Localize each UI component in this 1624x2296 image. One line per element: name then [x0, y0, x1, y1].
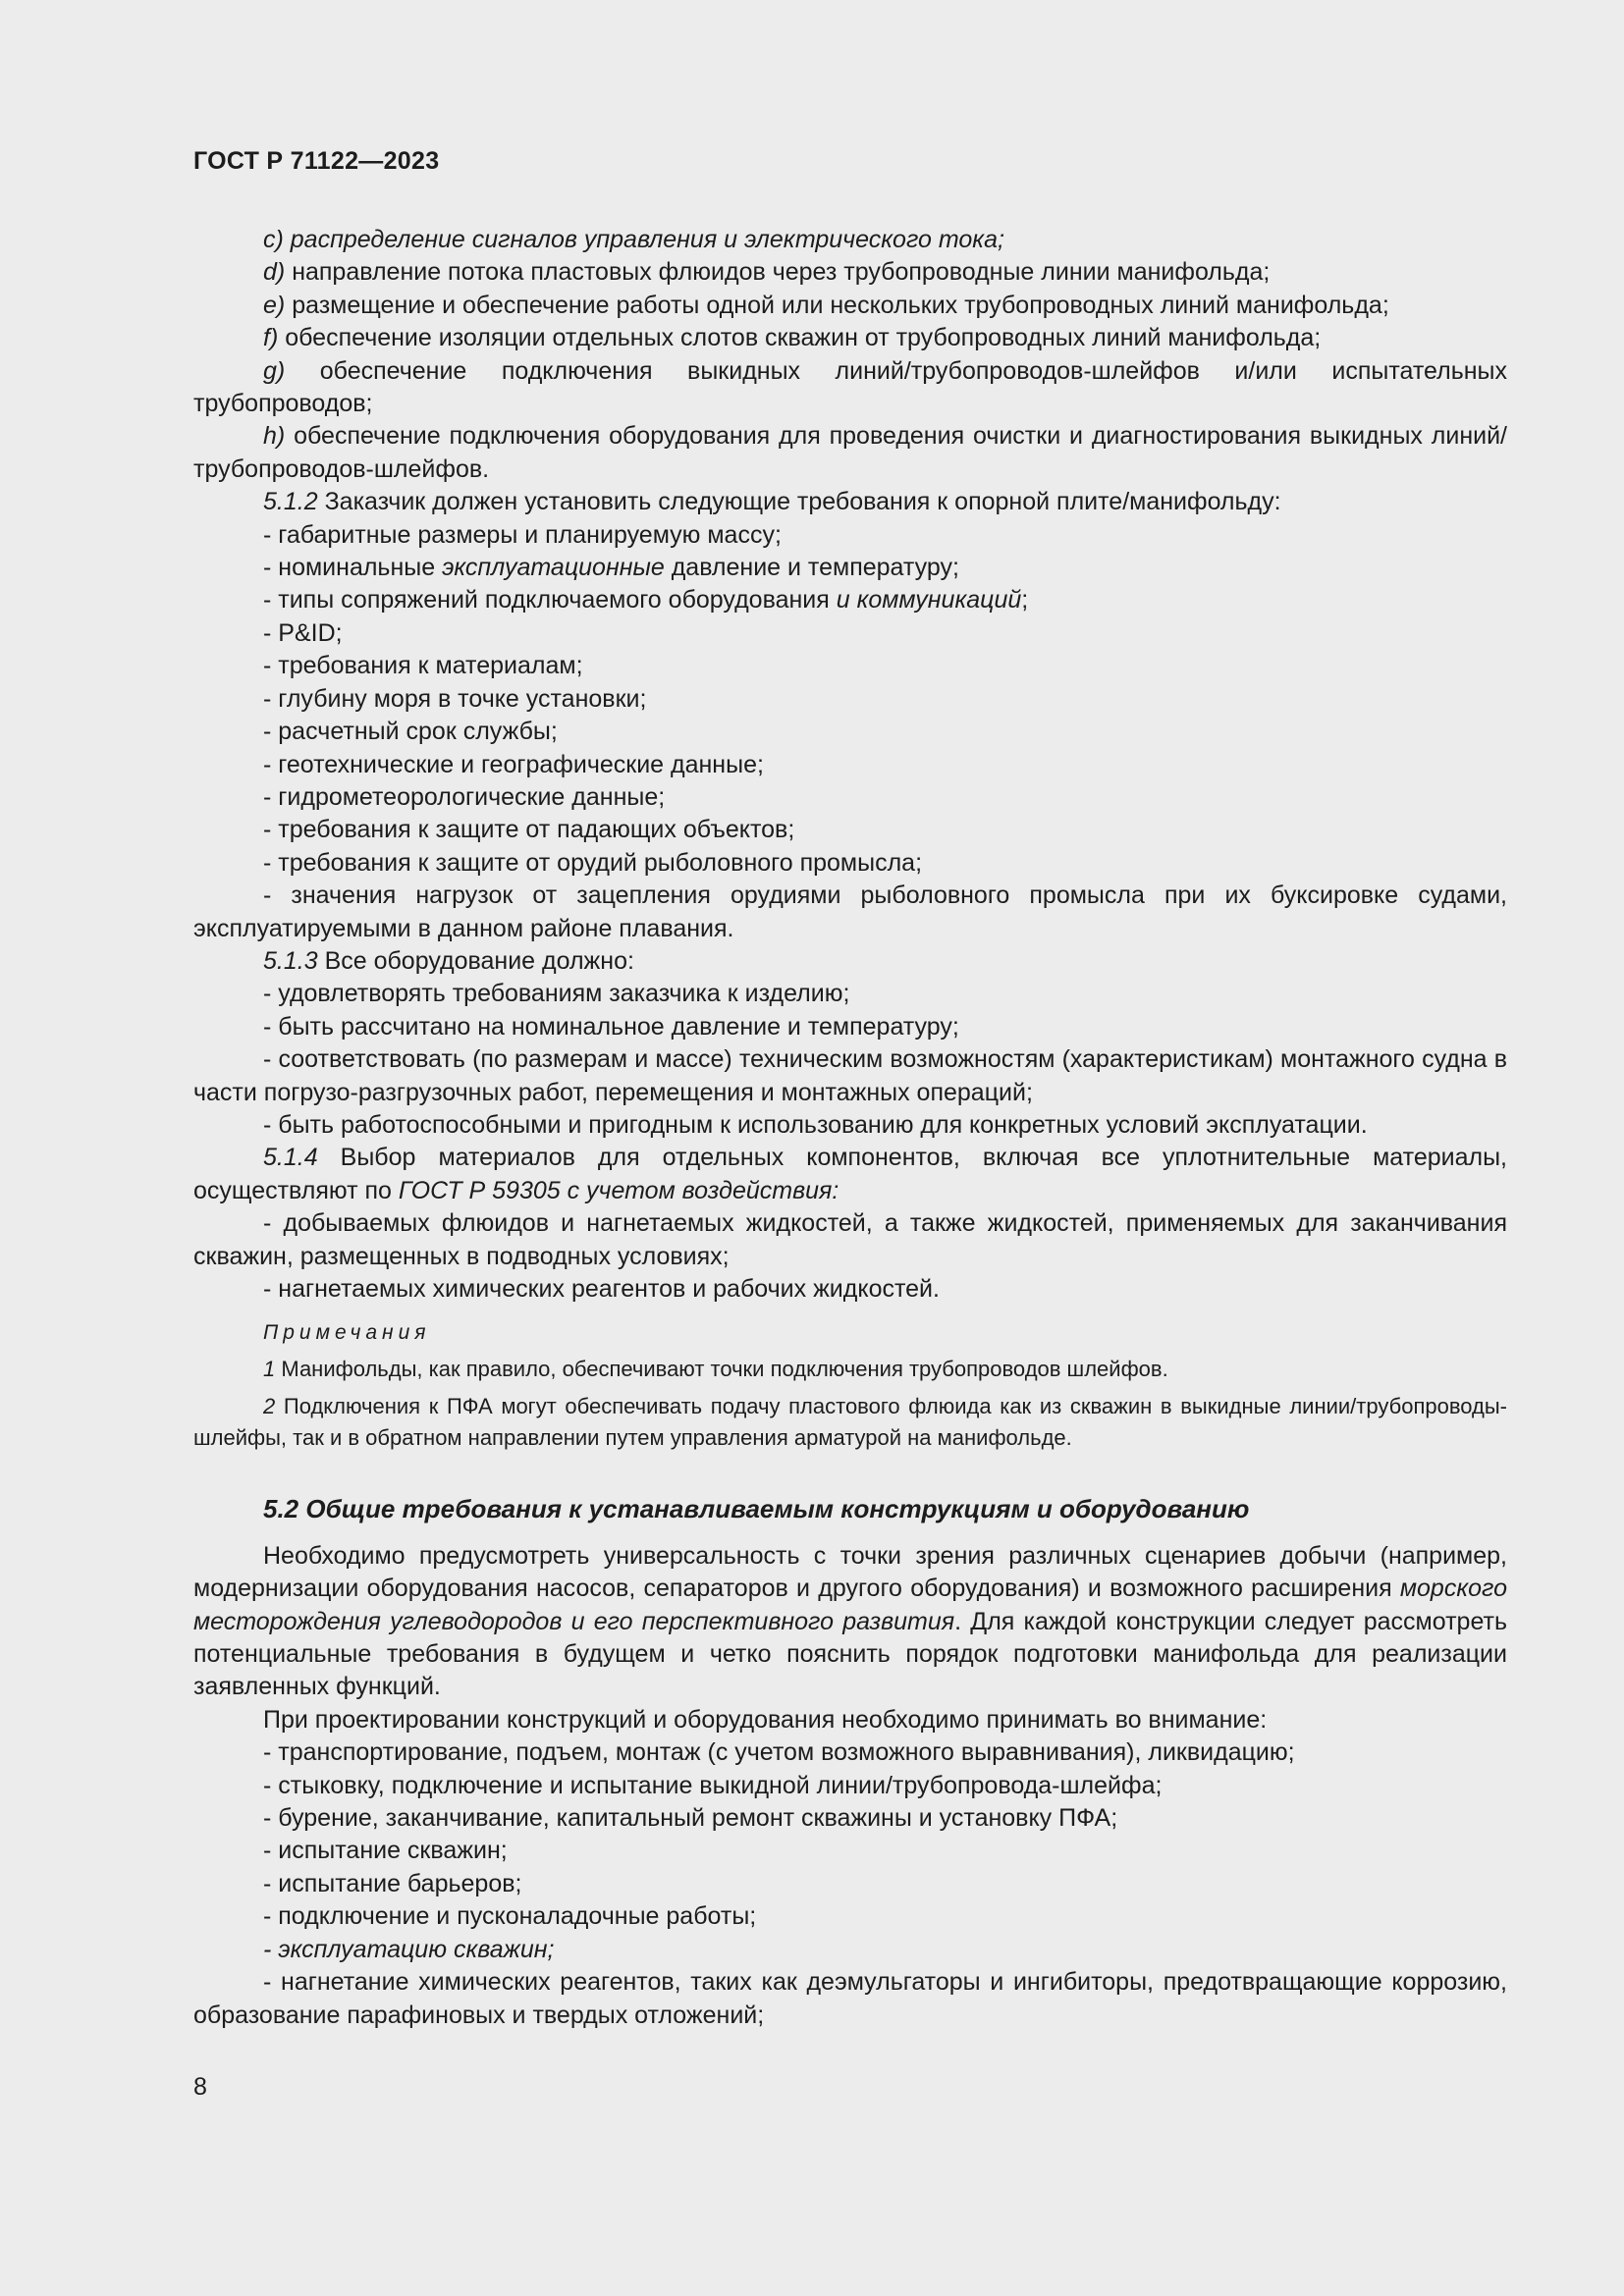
clause-text: Выбор материалов для отдельных компонентов, включая все уплотнительные материалы, осуществляют по — [193, 1144, 1507, 1204]
clause-5-1-3 — [193, 945, 1507, 978]
item-label: f) — [263, 324, 279, 352]
paragraph-universality — [193, 1540, 1507, 1704]
clause-text-italic: ГОСТ Р 59305 с учетом воздействия: — [398, 1176, 839, 1204]
clause-number: 5.1.4 — [263, 1144, 318, 1172]
list-item-f — [193, 322, 1507, 354]
consider-item-5: - испытание барьеров; — [263, 1869, 522, 1897]
list-item-d — [193, 256, 1507, 289]
req-text-italic: и коммуникаций — [836, 586, 1022, 614]
list-item-c — [193, 224, 1507, 256]
equip-item-1: - удовлетворять требованиям заказчика к изделию; — [263, 980, 850, 1008]
list-item-h — [193, 420, 1507, 486]
item-label: d) — [263, 258, 286, 287]
consider-item-4: - испытание скважин; — [263, 1837, 508, 1865]
req-item-11: - требования к защите от орудий рыболовного промысла; — [263, 848, 923, 877]
req-item-1: - габаритные размеры и планируемую массу; — [263, 520, 782, 549]
req-item-4: - P&ID; — [263, 618, 343, 647]
consider-item-7: - эксплуатацию скважин; — [263, 1935, 555, 1963]
req-item-5: - требования к материалам; — [263, 652, 583, 680]
req-text: ; — [1021, 586, 1029, 614]
page-number: 8 — [193, 2073, 207, 2101]
consider-item-1: - транспортирование, подъем, монтаж (с учетом возможного выравнивания), ликвидацию; — [263, 1738, 1295, 1767]
item-text: обеспечение подключения оборудования для проведения очистки и диагностирования выкидных линий/трубопроводов-шлейфов. — [193, 422, 1507, 483]
section-5-2-title: 5.2 Общие требования к устанавливаемым конструкциям и оборудованию — [263, 1494, 1250, 1524]
paragraph-text-italic: морского месторождения углеводородов и его перспективного развития — [193, 1575, 1507, 1635]
req-text: давление и температуру; — [664, 554, 959, 582]
item-text: распределение сигналов управления и электрического тока; — [290, 226, 1004, 253]
item-text: размещение и обеспечение работы одной или нескольких трубопроводных линий манифольда; — [292, 291, 1389, 319]
item-label: e) — [263, 291, 286, 319]
req-item-7: - расчетный срок службы; — [263, 718, 558, 746]
note-number: 2 — [263, 1394, 276, 1419]
note-2 — [193, 1391, 1507, 1454]
material-item-2: - нагнетаемых химических реагентов и рабочих жидкостей. — [263, 1275, 940, 1303]
req-item-8: - геотехнические и географические данные; — [263, 750, 764, 778]
material-item-1: - добываемых флюидов и нагнетаемых жидкостей, а также жидкостей, применяемых для заканчивания скважин, размещенных в подводных условиях; — [193, 1209, 1507, 1270]
paragraph-design: При проектировании конструкций и оборудования необходимо принимать во внимание: — [263, 1705, 1268, 1734]
req-item-2 — [193, 552, 1507, 584]
paragraph-text: . Для каждой конструкции следует рассмотреть потенциальные требования в будущем и четко пояснить порядок подготовки манифольда для реализации заявленных функций. — [193, 1607, 1507, 1701]
list-item-g — [193, 355, 1507, 421]
consider-item-6: - подключение и пусконаладочные работы; — [263, 1902, 757, 1931]
item-text: обеспечение подключения выкидных линий/трубопроводов-шлейфов и/или испытательных трубопроводов; — [193, 356, 1507, 418]
req-item-12: - значения нагрузок от зацепления орудиями рыболовного промысла при их буксировке судами, эксплуатируемыми в данном районе плавания. — [193, 881, 1507, 942]
consider-item-2: - стыковку, подключение и испытание выкидной линии/трубопровода-шлейфа; — [263, 1771, 1163, 1799]
notes-title: Примечания — [263, 1321, 431, 1345]
req-item-6: - глубину моря в точке установки; — [263, 684, 647, 713]
req-item-9: - гидрометеорологические данные; — [263, 782, 666, 811]
req-item-10: - требования к защите от падающих объектов; — [263, 816, 795, 844]
item-label: g) — [263, 356, 286, 385]
clause-5-1-4 — [193, 1142, 1507, 1207]
req-item-3 — [193, 584, 1507, 616]
note-1 — [193, 1354, 1507, 1385]
equip-item-3: - соответствовать (по размерам и массе) техническим возможностям (характеристикам) монтажного судна в части погрузо-разгрузочных работ, перемещения и монтажных операций; — [193, 1045, 1507, 1106]
req-text: - типы сопряжений подключаемого оборудования — [263, 586, 837, 614]
note-text: Манифольды, как правило, обеспечивают точки подключения трубопроводов шлейфов. — [281, 1357, 1168, 1382]
req-text: - номинальные — [263, 554, 443, 582]
clause-text: Все оборудование должно: — [324, 946, 634, 975]
document-header: ГОСТ Р 71122—2023 — [193, 147, 440, 175]
consider-item-3: - бурение, заканчивание, капитальный ремонт скважины и установку ПФА; — [263, 1804, 1118, 1833]
item-text: направление потока пластовых флюидов через трубопроводные линии манифольда; — [292, 258, 1271, 287]
document-body — [193, 224, 1507, 2032]
item-text: обеспечение изоляции отдельных слотов скважин от трубопроводных линий манифольда; — [285, 324, 1322, 352]
req-text-italic: эксплуатационные — [442, 554, 665, 582]
item-label: h) — [263, 422, 286, 451]
clause-5-1-2 — [193, 486, 1507, 518]
consider-item-8: - нагнетание химических реагентов, таких как деэмульгаторы и ингибиторы, предотвращающие коррозию, образование парафиновых и твердых отложений; — [193, 1968, 1507, 2029]
clause-number: 5.1.2 — [263, 488, 318, 516]
note-number: 1 — [263, 1357, 276, 1382]
paragraph-text: Необходимо предусмотреть универсальность с точки зрения различных сценариев добычи (например, модернизации оборудования насосов, сепараторов и другого оборудования) и возможного расширения — [193, 1541, 1507, 1603]
list-item-e — [193, 290, 1507, 322]
clause-number: 5.1.3 — [263, 946, 318, 975]
note-text: Подключения к ПФА могут обеспечивать подачу пластового флюида как из скважин в выкидные линии/трубопроводы-шлейфы, так и в обратном направлении путем управления арматурой на манифольде. — [193, 1394, 1507, 1451]
item-label: c) — [263, 226, 284, 253]
equip-item-2: - быть рассчитано на номинальное давление и температуру; — [263, 1012, 959, 1041]
clause-text: Заказчик должен установить следующие требования к опорной плите/манифольду: — [324, 488, 1281, 516]
equip-item-4: - быть работоспособными и пригодным к использованию для конкретных условий эксплуатации. — [263, 1110, 1368, 1139]
